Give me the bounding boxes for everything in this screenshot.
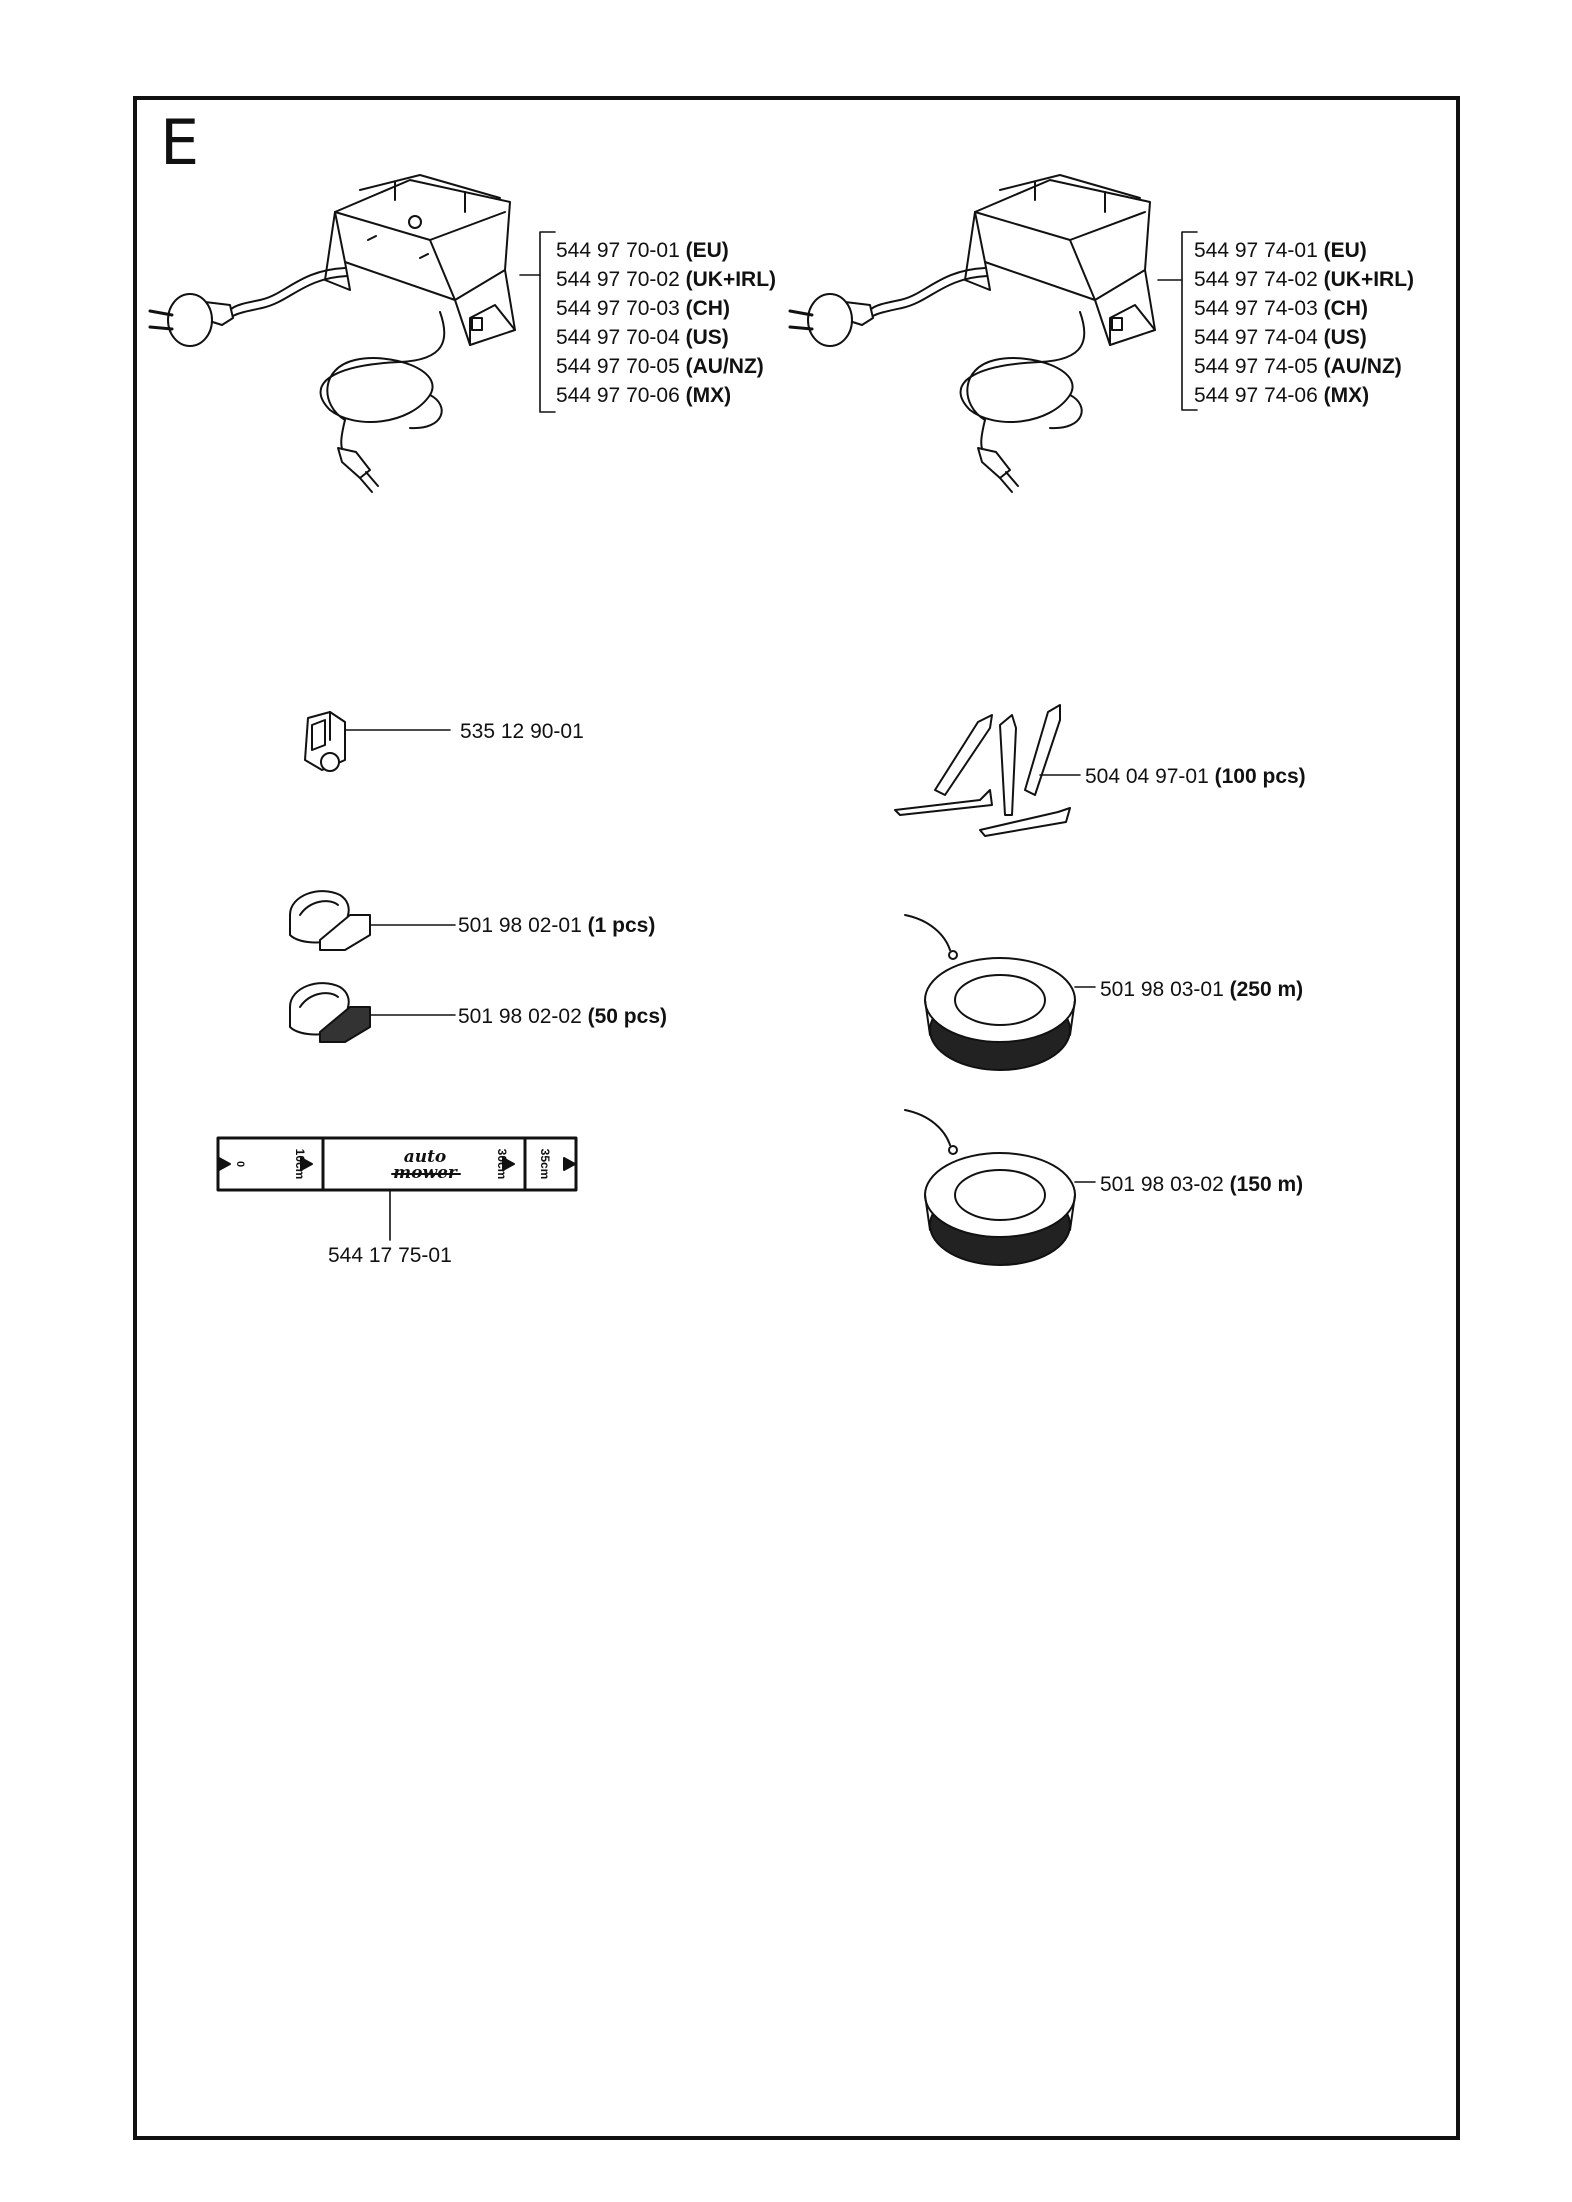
coupler-illustration-1	[290, 891, 455, 950]
pegs-illustration	[895, 705, 1080, 836]
gauge-mark-30: 30cm	[495, 1148, 509, 1180]
part-row: 544 97 70-06 (MX)	[556, 384, 732, 407]
coupler-illustration-50	[290, 983, 455, 1042]
coupler-50-part-label: 501 98 02-02 (50 pcs)	[458, 1005, 667, 1028]
gauge-mark-0: 0	[234, 1160, 246, 1168]
part-row: 544 97 74-02 (UK+IRL)	[1194, 268, 1415, 291]
wire-spool-illustration-150	[905, 1110, 1095, 1265]
part-row: 544 97 74-05 (AU/NZ)	[1194, 355, 1402, 378]
part-row: 544 97 70-01 (EU)	[556, 239, 729, 262]
transformer-illustration-2	[790, 175, 1197, 492]
gauge-brand-line1: auto	[403, 1147, 447, 1167]
coupler-1-part-label: 501 98 02-01 (1 pcs)	[458, 914, 656, 937]
gauge-mark-10: 10cm	[293, 1148, 307, 1180]
part-row: 544 97 74-01 (EU)	[1194, 239, 1367, 262]
connector-part-label: 535 12 90-01	[460, 720, 584, 743]
part-row: 544 97 74-03 (CH)	[1194, 297, 1368, 320]
wire-150-part-label: 501 98 03-02 (150 m)	[1100, 1173, 1304, 1196]
transformer-1-part-list	[556, 236, 776, 410]
gauge-part-label: 544 17 75-01	[328, 1244, 452, 1267]
section-letter: E	[160, 106, 200, 179]
gauge-mark-35: 35cm	[538, 1148, 552, 1180]
wire-250-part-label: 501 98 03-01 (250 m)	[1100, 978, 1304, 1001]
part-row: 544 97 70-05 (AU/NZ)	[556, 355, 764, 378]
part-row: 544 97 70-03 (CH)	[556, 297, 730, 320]
gauge-illustration	[218, 1138, 576, 1240]
part-row: 544 97 70-04 (US)	[556, 326, 729, 349]
part-row: 544 97 74-04 (US)	[1194, 326, 1367, 349]
pegs-part-label: 504 04 97-01 (100 pcs)	[1085, 765, 1306, 788]
wire-spool-illustration-250	[905, 915, 1095, 1070]
part-row: 544 97 70-02 (UK+IRL)	[556, 268, 777, 291]
gauge-brand-line2: mower	[393, 1163, 457, 1183]
transformer-2-part-list	[1194, 236, 1414, 410]
transformer-illustration-1	[150, 175, 555, 492]
connector-illustration	[305, 712, 450, 771]
part-row: 544 97 74-06 (MX)	[1194, 384, 1370, 407]
